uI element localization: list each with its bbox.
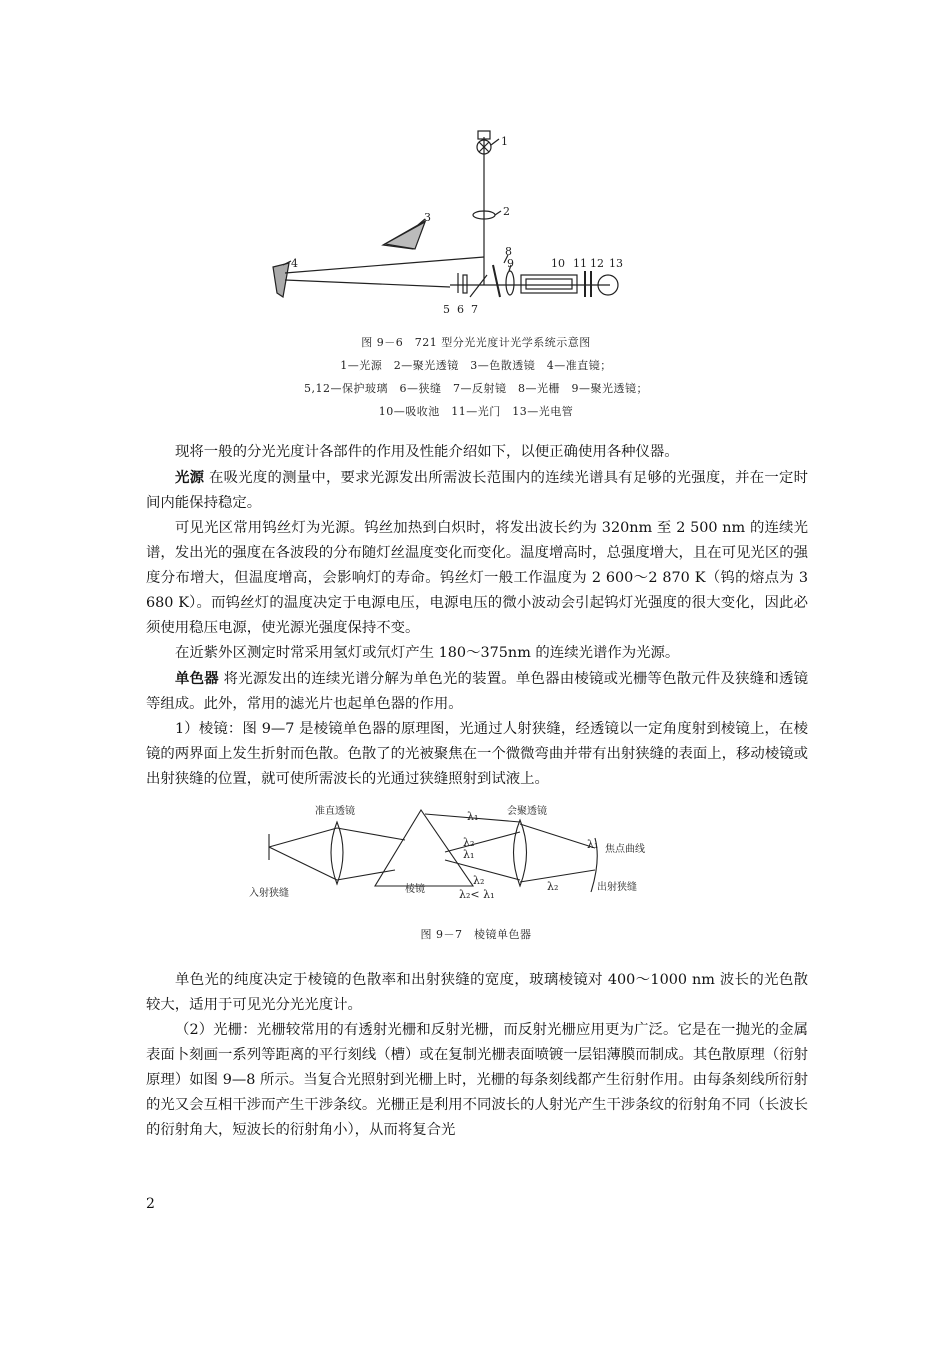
label-lambda2-right: λ₂ [547,880,559,893]
part-label-6: 6 [457,303,464,316]
figure-caption: 图 9－6 721 型分光光度计光学系统示意图 [361,336,591,349]
paragraph: 可见光区常用钨丝灯为光源。钨丝加热到白炽时，将发出波长约为 320nm 至 2 500 nm 的连续光谱，发出光的强度在各波段的分布随灯丝温度变化而变化。温度增高时，总强度增大，且在可见光区的强度分布增大，但温度增高，会影响灯的寿命。钨丝灯一般工作温度为 2 600～2 870 K（钨的熔点为 3 680 K）。而钨丝灯的温度决定于电源电压，电源电压的微小波动会引起钨灯光强度的很大变化，因此必须使用稳压电源，使光源光强度保持不变。 [146,520,808,636]
label-lambda1-right: λ₁ [587,838,599,851]
body-text-block [146,968,808,1143]
section-heading: 单色器 [175,670,219,687]
paragraph: 单色光的纯度决定于棱镜的色散率和出射狭缝的宽度，玻璃棱镜对 400～1000 nm 波长的光色散较大，适用于可见光分光光度计。 [146,972,808,1013]
paragraph: 1）棱镜：图 9—7 是棱镜单色器的原理图，光通过人射狭缝，经透镜以一定角度射到棱镜上，在棱镜的两界面上发生折射而色散。色散了的光被聚焦在一个微微弯曲并带有出射狭缝的表面上，移动棱镜或出射狭缝的位置，就可使所需波长的光通过狭缝照射到试液上。 [146,721,808,787]
body-text-block [146,440,808,792]
part-label-1: 1 [501,135,508,148]
section-heading: 光源 [175,469,205,486]
part-label-13: 13 [609,257,623,270]
part-label-10: 10 [551,257,565,270]
label-lambda2-mid: λ₂ [463,836,475,849]
paragraph [146,666,808,717]
part-label-8: 8 [505,245,512,258]
part-label-7: 7 [471,303,478,316]
figure-legend-line: 1—光源 2—聚光透镜 3—色散透镜 4—准直镜； [340,359,612,372]
label-prism: 棱镜 [405,884,425,895]
paragraph: 现将一般的分光光度计各部件的作用及性能介绍如下，以便正确使用各种仪器。 [175,444,679,460]
optical-system-diagram [255,125,655,325]
part-label-11: 11 [573,257,587,270]
figure-legend-line: 5,12—保护玻璃 6—狭缝 7—反射镜 8—光栅 9—聚光透镜； [304,382,648,395]
figure-caption: 图 9－7 棱镜单色器 [420,928,532,941]
label-exit-slit: 出射狭缝 [597,882,637,893]
paragraph [146,465,808,516]
paragraph: 在近紫外区测定时常采用氢灯或氘灯产生 180～375nm 的连续光谱作为光源。 [175,645,680,661]
page-number: 2 [146,1196,155,1212]
part-label-3: 3 [424,211,431,224]
figure-legend-line: 10—吸收池 11—光门 13—光电管 [378,405,574,418]
label-lambda1-top: λ₁ [467,810,479,823]
part-label-4: 4 [291,257,298,270]
label-focusing-lens: 会聚透镜 [507,806,547,817]
paragraph-text: 在吸光度的测量中，要求光源发出所需波长范围内的连续光谱具有足够的光强度，并在一定时间内能保持稳定。 [146,470,808,511]
paragraph: （2）光栅：光栅较常用的有透射光栅和反射光栅，而反射光栅应用更为广泛。它是在一抛光的金属表面卜刻画一系列等距离的平行刻线（槽）或在复制光栅表面喷镀一层铝薄膜而制成。其色散原理（衍射原理）如图 9—8 所示。当复合光照射到光栅上时，光栅的每条刻线都产生衍射作用。由每条刻线所衍射的光又会互相干涉而产生干涉条纹。光栅正是利用不同波长的人射光产生干涉条纹的衍射角不同（长波长的衍射角大，短波长的衍射角小），从而将复合光 [146,1022,808,1138]
label-collimator: 准直透镜 [315,806,355,817]
label-lambda2-low: λ₂ [473,874,485,887]
prism-monochromator-diagram [245,800,685,915]
paragraph-text: 将光源发出的连续光谱分解为单色光的装置。单色器由棱镜或光栅等色散元件及狭缝和透镜等组成。此外，常用的滤光片也起单色器的作用。 [146,671,808,712]
part-label-12: 12 [590,257,604,270]
label-lambda-relation: λ₂< λ₁ [459,888,495,901]
part-label-2: 2 [503,205,510,218]
label-focal-curve: 焦点曲线 [605,844,645,855]
label-entrance-slit: 入射狭缝 [249,888,289,899]
part-label-5: 5 [443,303,450,316]
label-lambda1-mid: λ₁ [463,848,475,861]
part-label-9: 9 [507,257,514,270]
